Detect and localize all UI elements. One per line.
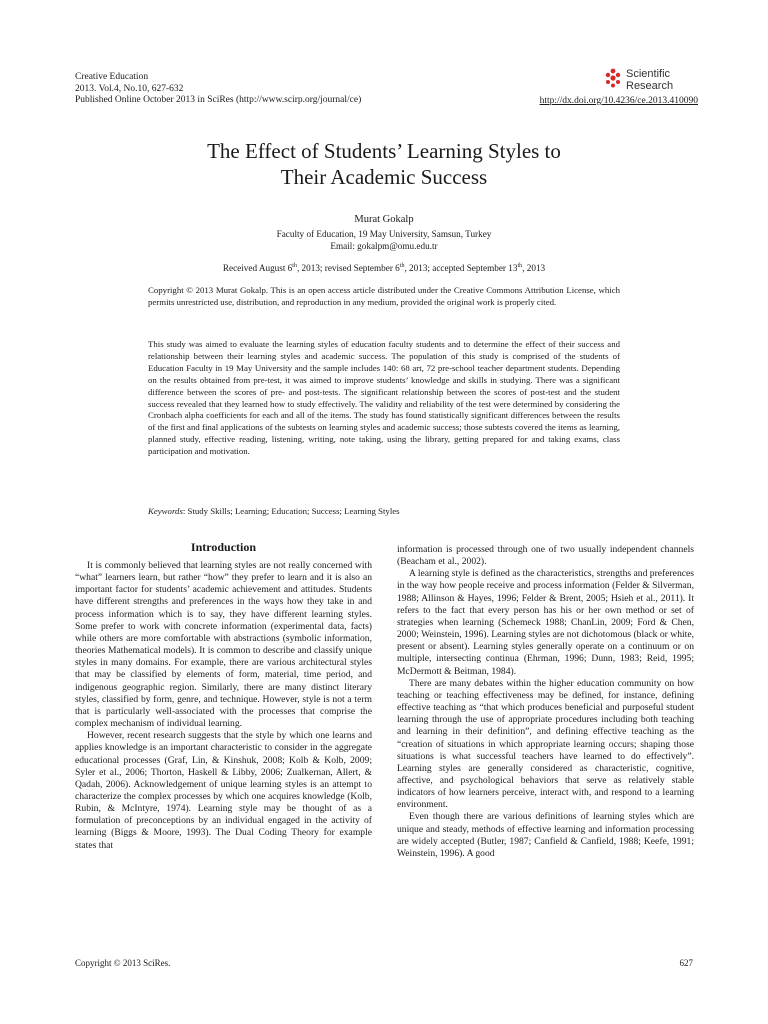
keywords [148,505,620,517]
footer-copyright: Copyright © 2013 SciRes. [75,958,171,968]
page-number: 627 [679,958,693,968]
journal-volume: 2013. Vol.4, No.10, 627-632 [75,83,184,94]
paragraph: There are many debates within the higher education community on how teaching or teaching effectiveness may be defined, for instance, defining effective teaching as “that which produces beneficial and purposeful student learning through the use of appropriate procedures including both teaching and learning in their definition”, and defining effective teaching as the “creation of situations in which appropriate learning occurs; shaping those situations is what successful teachers have learned to do effectively”. Learning styles are generally considered as characteristic, cognitive, affective, and psychological behaviors that serve as relatively stable indicators of how learners perceive, interact with, and respond to a learning environment. [397,677,694,811]
doi-link[interactable]: http://dx.doi.org/10.4236/ce.2013.410090 [539,96,698,106]
received-dates: Received August 6th, 2013; revised September 6th, 2013; accepted September 13th, 2013 [222,262,546,273]
journal-name: Creative Education [75,72,149,82]
published-online: Published Online October 2013 in SciRes (http://www.scirp.org/journal/ce) [75,95,362,105]
article-title [0,138,768,190]
keywords-list: : Study Skills; Learning; Education; Success; Learning Styles [182,506,400,516]
scientific-research-logo [604,68,673,92]
paragraph: Even though there are various definitions of learning styles which are unique and steady, methods of effective learning and information processing are widely accepted (Butler, 1987; Canfield & Canfield, 1988; Keefe, 1991; Weinstein, 1996). A good [397,811,694,859]
paragraph: A learning style is defined as the characteristics, strengths and preferences in the way how people receive and process information (Felder & Silverman, 1988; Allinson & Hayes, 1996; Felder & Brent, 2005; Hsieh et al., 2011). It refers to the fact that every person has his or her own method or set of strategies when learning (Schemeck 1988; ChanLin, 2009; Ford & Chen, 2000; Weinstein, 1996). Learning styles are not dichotomous (black or white, present or absent). Learning styles generally operate on a continuum or on multiple, intersecting continua (Ehrman, 1996; Dunn, 1983; Reid, 1995; McDermott & Beitman, 1984). [397,568,694,677]
license-notice: Copyright © 2013 Murat Gokalp. This is an open access article distributed under the Creative Commons Attribution License, which permits unrestricted use, distribution, and reproduction in any medium, provided the original work is properly cited. [148,285,620,307]
paragraph: information is processed through one of two usually independent channels (Beacham et al., 2002). [397,544,694,568]
author-email: Email: gokalpm@omu.edu.tr [330,241,438,251]
left-column [75,560,372,852]
paragraph: However, recent research suggests that the style by which one learns and applies knowledge is an important characteristic to consider in the aggregate educational processes (Graf, Lin, & Kinshuk, 2008; Kolb & Kolb, 2009; Syler et al., 2006; Thorton, Haskell & Libby, 2006; Zualkernan, Allert, & Qadah, 2006). Acknowledgement of unique learning styles is an attempt to characterize the complex processes by which one acquires knowledge (Kolb, Rubin, & McIntyre, 1974). Learning style may be thought of as a formulation of preconceptions by an individual engaged in the activity of learning (Biggs & Moore, 1993). The Dual Coding Theory for example states that [75,730,372,851]
journal-header [75,72,361,107]
logo-line-1: Scientific [626,68,671,80]
logo-line-2: Research [626,80,674,92]
title-line-1: The Effect of Students’ Learning Styles to [207,139,561,163]
abstract: This study was aimed to evaluate the learning styles of education faculty students and to determine the effect of their success and relationship between their learning styles and academic success. The population of this study is comprised of the students of Education Faculty in 19 May University and the sample includes 140: 68 art, 72 pre-school teacher department students. Depending on the results obtained from pre-test, it was aimed to improve students’ knowledge and skills in studying. There was a significant difference between the scores of pre- and post-tests. The significant relationship between the scores of post-test and the student success revealed that they learned how to study effectively. The validity and reliability of the test were determined by considering the Cronbach alpha coefficients for each and all of the items. The study has found statistically significant differences between the results of the first and final applications of the subtests on learning styles and academic success; those subtests covered the items as learning, planned study, effective reading, listening, writing, note taking, using the library, getting prepared for and taking exams, class participation and motivation. [148,339,620,457]
title-line-2: Their Academic Success [280,165,488,189]
logo-icon [604,68,622,88]
author-affiliation: Faculty of Education, 19 May University, Samsun, Turkey [276,229,492,239]
right-column [397,544,694,860]
author-name: Murat Gokalp [354,214,414,225]
keywords-label: Keywords [148,506,183,516]
paragraph: It is commonly believed that learning styles are not really concerned with “what” learners learn, but rather “how” they prefer to learn and it is also an important factor for students’ academic achievement and attitudes. Students have different strengths and preferences in the ways how they take in and process information which is to say, they have different learning styles. Some prefer to work with concrete information (experimental data, facts) while others are more comfortable with abstractions (symbolic information, theories Mathematical models). It is common to describe and classify unique styles in many domains. For example, there are various architectural styles that may be classified by elements of form, material, time period, and indigenous geographic region. Similarly, there are many distinct literary styles, classified by form, genre, and technique. However, style is not a term that is particularly well-associated with the processes that comprise the complex mechanism of individual learning. [75,560,372,730]
section-heading-introduction: Introduction [190,540,257,554]
